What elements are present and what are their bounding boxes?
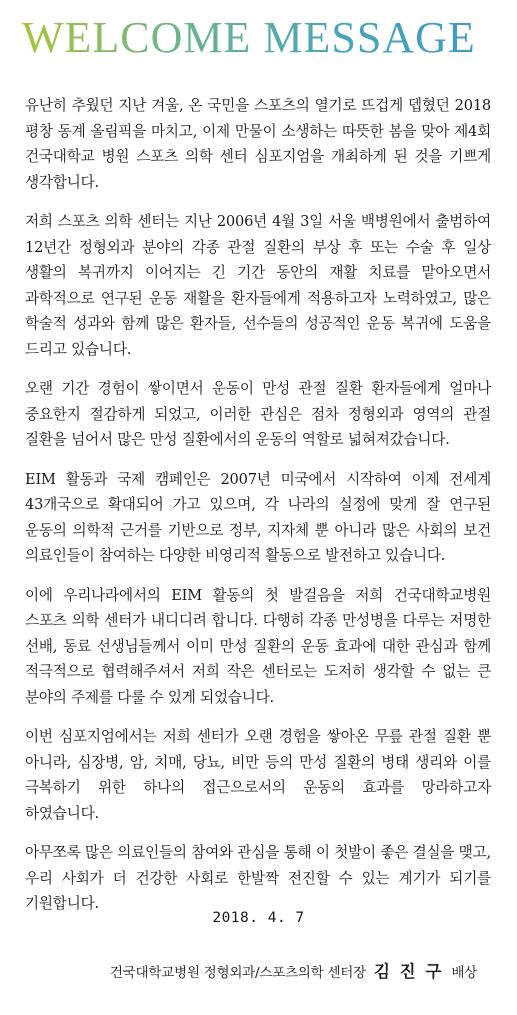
message-body <box>25 93 491 931</box>
paragraph-2: 저희 스포츠 의학 센터는 지난 2006년 4월 3일 서울 백병원에서 출범하여 12년간 정형외과 분야의 각종 관절 질환의 부상 후 또는 수술 후 일상 생활의 복귀까지 이어지는 긴 기간 동안의 재활 치료를 맡아오면서 과학적으로 연구된 운동 재활을 환자들에게 적용하고자 노력하였고, 많은 학술적 성과와 함께 많은 환자들, 선수들의 성공적인 운동 복귀에 도움을 드리고 있습니다. <box>25 213 491 358</box>
signature-name: 김 진 구 <box>373 962 444 981</box>
paragraph-4: EIM 활동과 국제 캠페인은 2007년 미국에서 시작하여 이제 전세계 43개국으로 확대되어 가고 있으며, 각 나라의 실정에 맞게 잘 연구된 운동의 의학적 근거를 기반으로 정부, 지자체 뿐 아니라 많은 사회의 보건 의료인들이 참여하는 다양한 비영리적 활동으로 발전하고 있습니다. <box>25 470 491 564</box>
paragraph-3: 오랜 기간 경험이 쌓이면서 운동이 만성 관절 질환 환자들에게 얼마나 중요한지 절감하게 되었고, 이러한 관심은 점차 정형외과 영역의 관절 질환을 넘어서 많은 만성 질환에서의 운동의 역할로 넓혀져갔습니다. <box>25 380 491 448</box>
paragraph-1: 유난히 추웠던 지난 겨울, 온 국민을 스포츠의 열기로 뜨겁게 뎁혔던 2018 평창 동계 올림픽을 마치고, 이제 만물이 소생하는 따뜻한 봄을 맞아 제4회 건국대학교 병원 스포츠 의학 센터 심포지엄을 개최하게 된 것을 기쁘게 생각합니다. <box>25 97 491 191</box>
signature-suffix: 배상 <box>451 965 477 981</box>
page-title: WELCOME MESSAGE <box>22 10 476 66</box>
signature-line <box>110 958 477 982</box>
message-date: 2018. 4. 7 <box>212 910 305 926</box>
paragraph-7: 아무쪼록 많은 의료인들의 참여와 관심을 통해 이 첫발이 좋은 결실을 맺고, 우리 사회가 더 건강한 사회로 한발짝 전진할 수 있는 계기가 되기를 기원합니다. <box>25 844 491 912</box>
paragraph-5: 이에 우리나라에서의 EIM 활동의 첫 발걸음을 저희 건국대학교병원 스포츠 의학 센터가 내디디려 합니다. 다행히 각종 만성병을 다루는 저명한 선배, 동료 선생님들께서 이미 만성 질환의 운동 효과에 대한 관심과 함께 적극적으로 협력해주셔서 저희 작은 센터로는 도저히 생각할 수 없는 큰 분야의 주제를 다룰 수 있게 되었습니다. <box>25 586 491 706</box>
signature-affiliation: 건국대학교병원 정형외과/스포츠의학 센터장 <box>109 965 366 981</box>
paragraph-6: 이번 심포지엄에서는 저희 센터가 오랜 경험을 쌓아온 무릎 관절 질환 뿐 아니라, 심장병, 암, 치매, 당뇨, 비만 등의 만성 질환의 병태 생리와 이를 극복하기 위한 하나의 접근으로서의 운동의 효과를 망라하고자 하였습니다. <box>25 728 491 822</box>
